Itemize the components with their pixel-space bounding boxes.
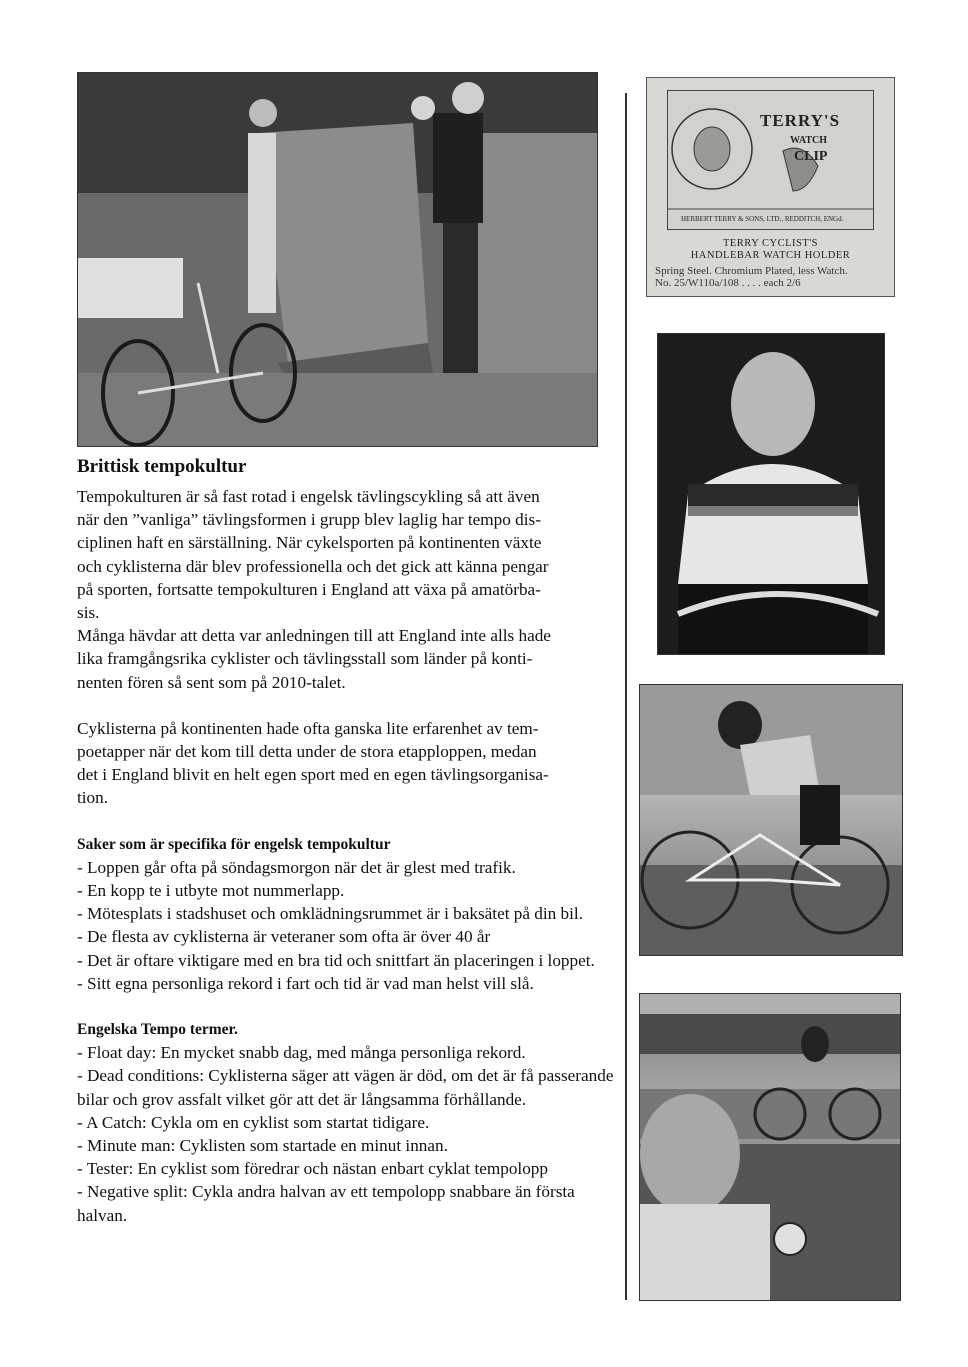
terrys-watch-clip-advert [646,77,895,297]
list-item: - Float day: En mycket snabb dag, med många personliga rekord. [77,1043,526,1063]
ad-brand-line1: TERRY'S [760,111,841,130]
list-item: - Mötesplats i stadshuset och omklädningsrummet är i baksätet på din bil. [77,904,583,924]
main-photo-illustration [78,73,597,446]
list-item: - En kopp te i utbyte mot nummerlapp. [77,881,345,901]
column-divider [625,93,627,1300]
section2-list [77,1041,617,1227]
timekeeper-illustration [640,994,900,1300]
list-item: - Det är oftare viktigare med en bra tid och snittfart än placeringen i loppet. [77,950,595,970]
rider-time-trial-photo [639,684,903,956]
portrait-illustration [658,334,884,654]
list-item: - Tester: En cyklist som föredrar och nästan enbart cyklat tempolopp [77,1159,548,1179]
rider-illustration [640,685,902,955]
list-item: - Negative split: Cykla andra halvan av ett tempolopp snabbare än första halvan. [77,1182,575,1225]
section-gap [77,995,617,1018]
ad-caption-line1: TERRY CYCLIST'S [722,238,819,249]
ad-caption-line2: HANDLEBAR WATCH HOLDER [690,250,851,261]
section1-list [77,856,617,995]
section2-heading: Engelska Tempo termer. [77,1021,238,1039]
main-photo-blanket-changing [77,72,598,447]
list-item: - De flesta av cyklisterna är veteraner som ofta är över 40 år [77,927,491,947]
list-item: - Dead conditions: Cyklisterna säger att vägen är död, om det är få passerande bilar och grov assfalt vilket gör att det är långsamma förhållande. [77,1066,614,1109]
article-title: Brittisk tempokultur [77,456,247,477]
section-gap [77,810,617,833]
timekeeper-stopwatch-photo [639,993,901,1301]
article-paragraph-1: Tempokulturen är så fast rotad i engelsk tävlingscykling så att även när den ”vanliga” tävlingsformen i grupp blev laglig har tempo dis- ciplinen haft en särställning. När cykelsporten på kontinenten växte och cyklisterna där blev professionella och det gick att känna pengar på sporten, fortsatte tempokulturen i England att växa på amatörba- sis. [77,487,549,623]
paragraph-gap [77,694,617,717]
article [77,455,617,1227]
ad-brand-line3: CLIP [794,149,828,164]
ad-brand-line2: WATCH [790,135,828,146]
ad-spec-line1: Spring Steel. Chromium Plated, less Watch. [655,265,848,277]
list-item: - Loppen går ofta på söndagsmorgon när det är glest med trafik. [77,857,516,877]
ad-spec-line2: No. 25/W110a/108 . . . . each 2/6 [655,277,801,289]
article-paragraph-2: Många hävdar att detta var anledningen till att England inte alls hade lika framgångsrika cyklister och tävlingsstall som länder på konti- nenten fören så sent som på 2010-talet. [77,626,551,692]
list-item: - Minute man: Cyklisten som startade en minut innan. [77,1136,448,1156]
list-item: - A Catch: Cykla om en cyklist som startat tidigare. [77,1112,430,1132]
section1-heading: Saker som är specifika för engelsk tempokultur [77,835,391,853]
ad-maker: HERBERT TERRY & SONS, LTD., REDDITCH, ENGd. [681,215,844,223]
article-paragraph-3: Cyklisterna på kontinenten hade ofta ganska lite erfarenhet av tem- poetapper när det kom till detta under de stora etapploppen, medan det i England blivit en helt egen sport med en egen tävlingsorganisa- tion. [77,718,549,808]
list-item: - Sitt egna personliga rekord i fart och tid är vad man helst vill slå. [77,973,534,993]
advert-illustration-box [667,90,874,230]
cyclist-portrait-photo [657,333,885,655]
